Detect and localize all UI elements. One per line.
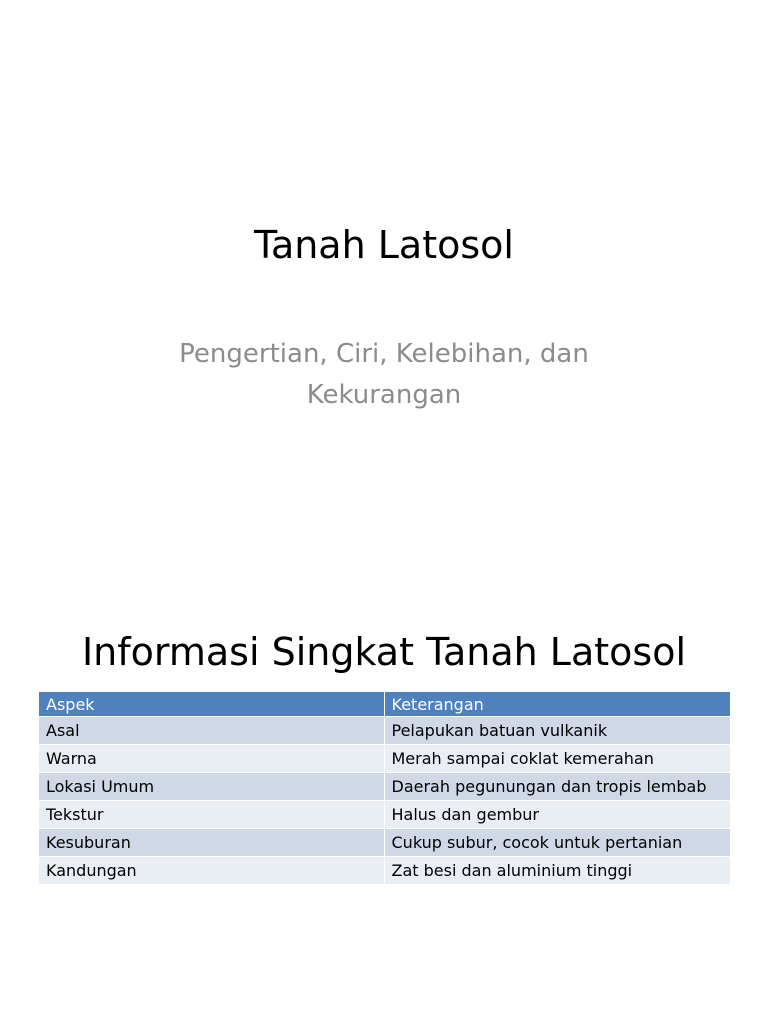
- info-table: [39, 692, 731, 885]
- table-row: [39, 801, 730, 829]
- slide-title: Tanah Latosol: [254, 223, 514, 267]
- table-row: [39, 745, 730, 773]
- subtitle-line-1: Pengertian, Ciri, Kelebihan, dan: [179, 339, 589, 369]
- table-cell-aspek: Kesuburan: [39, 829, 384, 857]
- slide-subtitle: [150, 334, 618, 416]
- table-cell-aspek: Kandungan: [39, 857, 384, 885]
- table-row: [39, 829, 730, 857]
- table-cell-keterangan: Zat besi dan aluminium tinggi: [384, 857, 730, 885]
- table-cell-aspek: Tekstur: [39, 801, 384, 829]
- table-row: [39, 717, 730, 745]
- table-cell-aspek: Lokasi Umum: [39, 773, 384, 801]
- table-row: [39, 773, 730, 801]
- info-slide-title: Informasi Singkat Tanah Latosol: [81, 630, 687, 674]
- table-cell-aspek: Warna: [39, 745, 384, 773]
- table-cell-keterangan: Cukup subur, cocok untuk pertanian: [384, 829, 730, 857]
- table-cell-keterangan: Daerah pegunungan dan tropis lembab: [384, 773, 730, 801]
- table-cell-aspek: Asal: [39, 717, 384, 745]
- table-cell-keterangan: Halus dan gembur: [384, 801, 730, 829]
- table-cell-keterangan: Pelapukan batuan vulkanik: [384, 717, 730, 745]
- column-header-aspek: Aspek: [39, 692, 384, 717]
- info-slide: [0, 576, 768, 1024]
- subtitle-line-2: Kekurangan: [306, 380, 462, 410]
- table-header-row: [39, 692, 730, 717]
- column-header-keterangan: Keterangan: [384, 692, 730, 717]
- table-cell-keterangan: Merah sampai coklat kemerahan: [384, 745, 730, 773]
- table-row: [39, 857, 730, 885]
